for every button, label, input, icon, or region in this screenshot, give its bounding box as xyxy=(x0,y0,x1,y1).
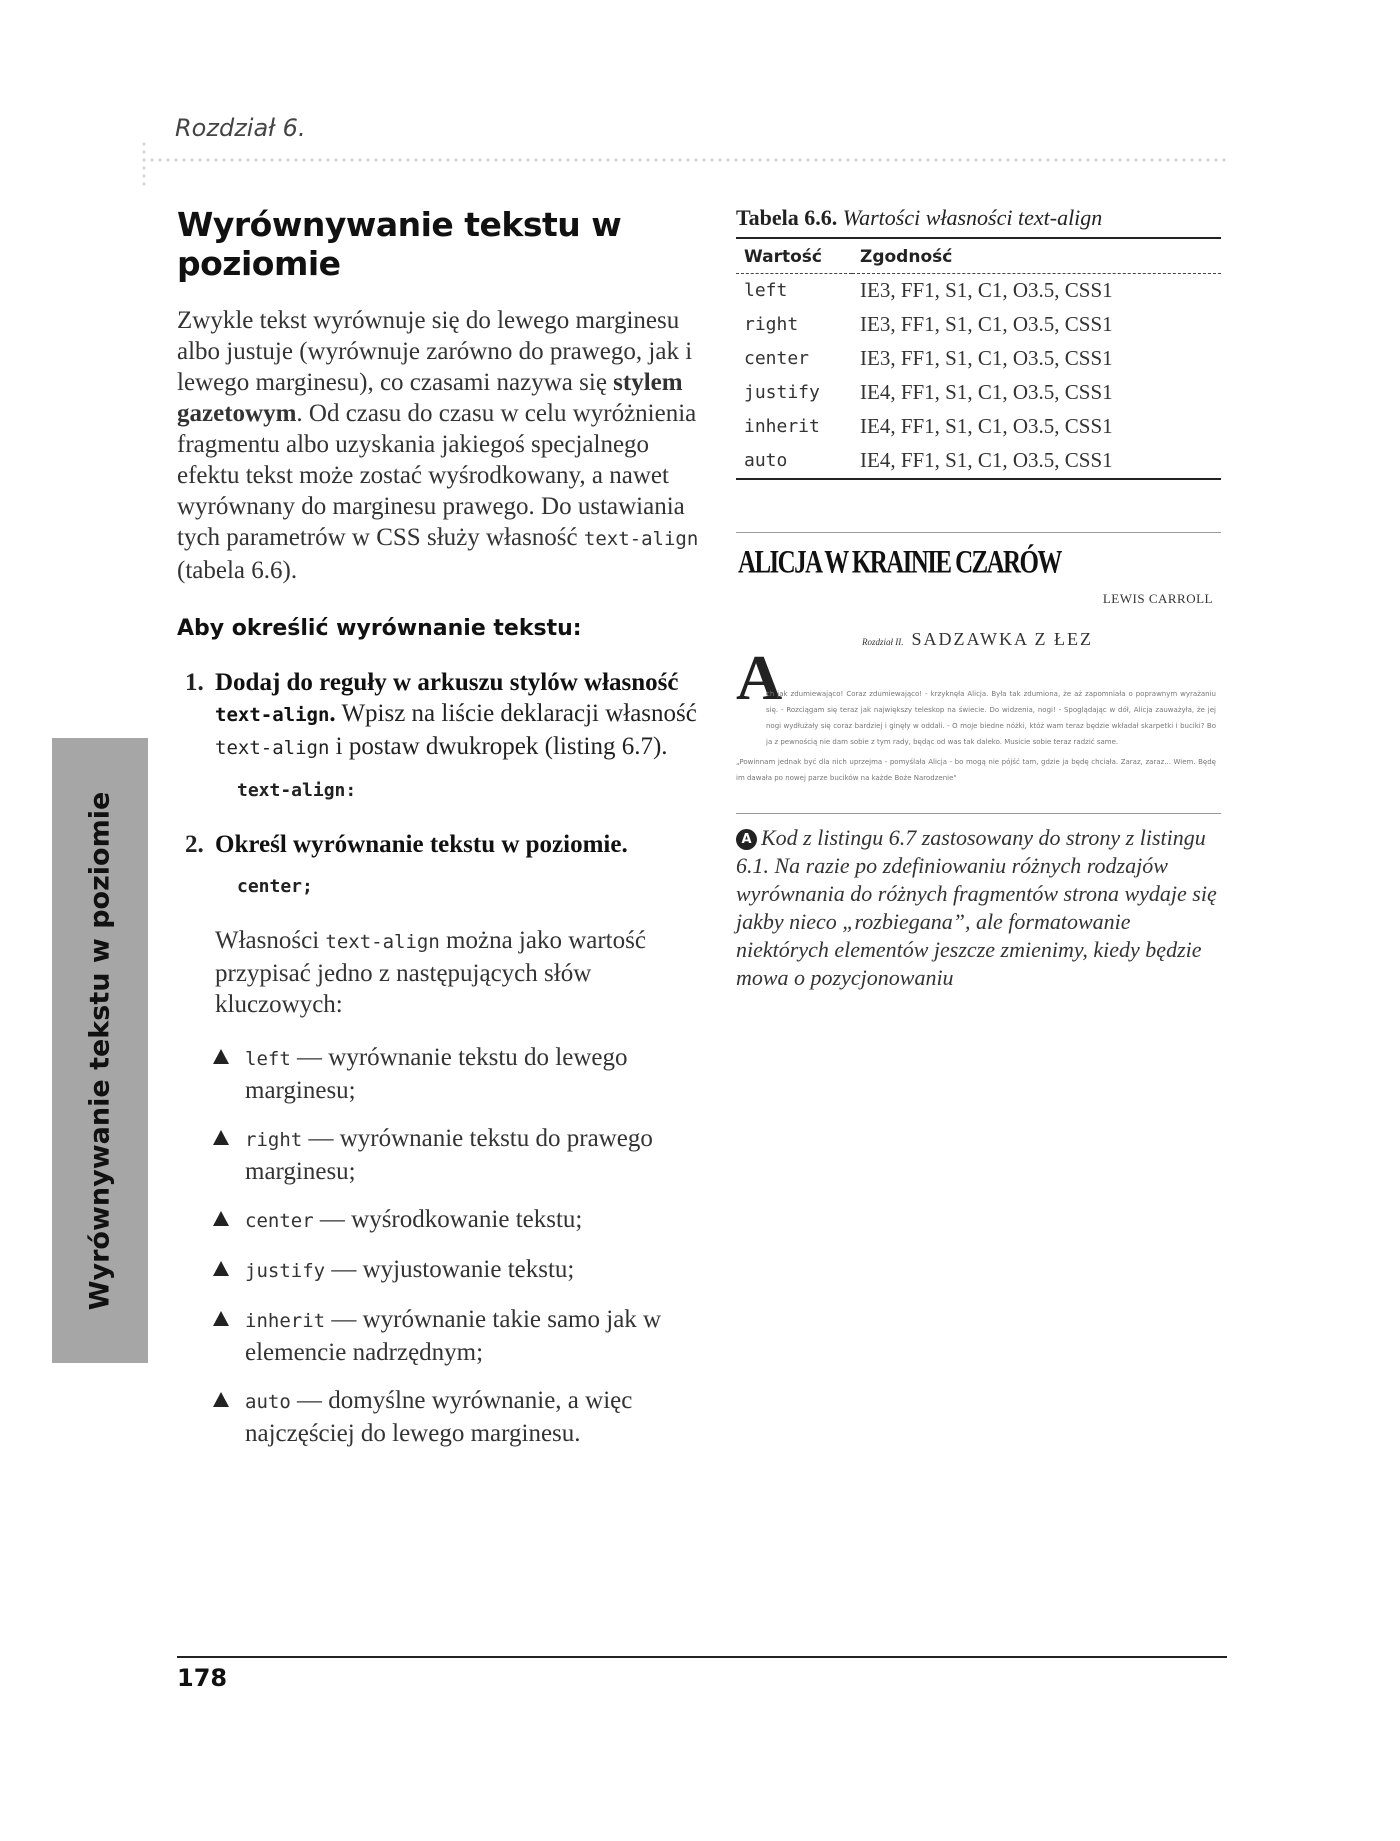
step-1-number: 1. xyxy=(185,669,204,696)
intro-bold: stylem gazetowym xyxy=(177,369,683,427)
triangle-bullet-icon xyxy=(213,1049,229,1064)
intro-code: text-align xyxy=(583,528,699,550)
step-1-code-bold: text-align xyxy=(215,704,330,726)
table-cell-compat: IE3, FF1, S1, C1, O3.5, CSS1 xyxy=(860,346,1113,370)
side-tab xyxy=(52,738,148,1363)
bullet-item xyxy=(177,1042,717,1106)
table-cell-value: center xyxy=(744,348,810,369)
figure-chapter-small: Rozdział II. xyxy=(862,637,904,647)
table-cell-value: inherit xyxy=(744,416,820,437)
triangle-bullet-icon xyxy=(213,1392,229,1407)
keywords-note xyxy=(177,925,717,1020)
triangle-bullet-icon xyxy=(213,1130,229,1145)
chapter-header: Rozdział 6. xyxy=(175,114,306,142)
bullet-code: left xyxy=(245,1048,291,1070)
table-caption-label: Tabela 6.6. xyxy=(736,205,838,230)
table-row xyxy=(736,376,1221,410)
main-column xyxy=(177,205,717,1466)
table-row xyxy=(736,444,1221,479)
figure-chapter xyxy=(862,629,1093,650)
step-1 xyxy=(177,667,717,764)
table-caption-text: Wartości własności text-align xyxy=(842,205,1103,230)
bullet-item xyxy=(177,1254,717,1287)
page-number: 178 xyxy=(177,1664,228,1692)
header-dotted-corner xyxy=(140,140,148,190)
table-row xyxy=(736,342,1221,376)
step-1-text-2: i postaw dwukropek (listing 6.7). xyxy=(329,733,668,760)
triangle-bullet-icon xyxy=(213,1261,229,1276)
table-cell-compat: IE3, FF1, S1, C1, O3.5, CSS1 xyxy=(860,312,1113,336)
bullet-code: inherit xyxy=(245,1310,326,1332)
code-sample-1: text-align: xyxy=(237,780,357,801)
header-dotted-rule xyxy=(140,156,1230,164)
intro-text-3: (tabela 6.6). xyxy=(177,557,298,584)
note-code: text-align xyxy=(325,931,440,953)
figure-caption xyxy=(736,824,1221,992)
bullet-item xyxy=(177,1123,717,1187)
bullet-item xyxy=(177,1385,717,1449)
triangle-bullet-icon xyxy=(213,1211,229,1226)
triangle-bullet-icon xyxy=(213,1311,229,1326)
bullet-code: center xyxy=(245,1210,314,1232)
step-2-number: 2. xyxy=(185,831,204,858)
intro-paragraph xyxy=(177,305,717,586)
section-title: Wyrównywanie tekstu w poziomie xyxy=(177,205,622,283)
step-1-text-1: Wpisz na liście deklaracji własność xyxy=(335,700,697,727)
table-header-value: Wartość xyxy=(736,238,852,274)
figure-author: LEWIS CARROLL xyxy=(1102,591,1213,606)
step-1-code: text-align xyxy=(215,737,330,759)
figure-chapter-title: SADZAWKA Z ŁEZ xyxy=(911,629,1094,649)
side-tab-label: Wyrównywanie tekstu w poziomie xyxy=(84,791,116,1310)
note-text-1: Własności xyxy=(215,927,326,954)
table-caption xyxy=(736,205,1221,231)
table-cell-value: left xyxy=(744,280,788,301)
figure-body-paragraph: „Powinnam jednak być dla nich uprzejma - pomyślała Alicja - bo mogą nie pójść tam, gdzie ja będę chciała. Zaraz, zaraz... Wiem. Będę im dawała po nowej parze bucików na każde Boże Narodzenie" xyxy=(736,758,1216,782)
bullet-item xyxy=(177,1204,717,1237)
bullet-item xyxy=(177,1304,717,1368)
values-table xyxy=(736,237,1221,480)
table-cell-compat: IE4, FF1, S1, C1, O3.5, CSS1 xyxy=(860,448,1113,472)
bullet-code: justify xyxy=(245,1260,326,1282)
figure-caption-text: Kod z listingu 6.7 zastosowany do strony z listingu 6.1. Na razie po zdefiniowaniu różnych rodzajów wyrównania do różnych fragmentów strona wydaje się jakby nieco „rozbiegana”, ale formatowanie niektórych elementów jeszcze zmienimy, kiedy będzie mowa o pozycjonowaniu xyxy=(736,825,1217,990)
table-cell-value: justify xyxy=(744,382,820,403)
footer-rule xyxy=(177,1656,1227,1658)
step-2 xyxy=(177,829,717,860)
step-2-bold: Określ wyrównanie tekstu w poziomie. xyxy=(215,831,628,858)
table-cell-value: auto xyxy=(744,450,788,471)
step-1-bold-1: Dodaj do reguły w arkuszu stylów własność xyxy=(215,669,679,696)
figure-screenshot xyxy=(736,532,1221,814)
table-row xyxy=(736,410,1221,444)
code-sample-2: center; xyxy=(237,876,313,897)
intro-text-2: . Od czasu do czasu w celu wyróżnienia fragmentu albo uzyskania jakiegoś specjalnego efektu tekst może zostać wyśrodkowany, a nawet wyrównany do marginesu prawego. Do ustawiania tych parametrów w CSS służy własność xyxy=(177,400,697,551)
procedure-heading: Aby określić wyrównanie tekstu: xyxy=(177,616,582,641)
bullet-text: — domyślne wyrównanie, a więc najczęściej do lewego marginesu. xyxy=(245,1387,633,1447)
table-header-compat: Zgodność xyxy=(852,238,1221,274)
note-text-2: można jako wartość przypisać jedno z następujących słów kluczowych: xyxy=(215,927,646,1018)
table-row xyxy=(736,274,1221,309)
bullet-code: right xyxy=(245,1129,303,1151)
figure-dropcap: A xyxy=(736,642,783,713)
figure-book-title: ALICJA W KRAINIE CZARÓW xyxy=(738,545,1061,581)
bullet-text: — wyrównanie tekstu do lewego marginesu; xyxy=(245,1044,628,1104)
table-cell-compat: IE3, FF1, S1, C1, O3.5, CSS1 xyxy=(860,278,1113,302)
bullet-code: auto xyxy=(245,1391,291,1413)
figure-body-paragraph: ch jak zdumiewająco! Coraz zdumiewająco! - krzyknęła Alicja. Była tak zdumiona, że aż zapomniała o poprawnym wyrażaniu się. - Rozciągam się teraz jak największy teleskop na świecie. Do widzenia, nogi! - Spoglądając w dół, Alicja zauważyła, że jej nogi wydłużały się coraz bardziej i ginęły w oddali. - O moje biedne nóżki, któż wam teraz będzie wkładał skarpetki i buciki? Bo ja z pewnością nie dam sobie z tym rady, będąc od was tak daleko. Musicie sobie teraz radzić same. xyxy=(766,690,1216,746)
bullet-text: — wyrównanie takie samo jak w elemencie nadrzędnym; xyxy=(245,1306,662,1366)
bullet-text: — wyrównanie tekstu do prawego marginesu; xyxy=(245,1125,653,1185)
figure-body xyxy=(736,686,1216,790)
bullet-text: — wyśrodkowanie tekstu; xyxy=(313,1206,583,1233)
table-cell-value: right xyxy=(744,314,799,335)
table-cell-compat: IE4, FF1, S1, C1, O3.5, CSS1 xyxy=(860,380,1113,404)
intro-text-1: Zwykle tekst wyrównuje się do lewego marginesu albo justuje (wyrównuje zarówno do prawego, jak i lewego marginesu), co czasami nazywa się xyxy=(177,307,693,396)
table-cell-compat: IE4, FF1, S1, C1, O3.5, CSS1 xyxy=(860,414,1113,438)
figure-badge: A xyxy=(736,829,757,850)
table-header-row xyxy=(736,238,1221,274)
bullet-text: — wyjustowanie tekstu; xyxy=(325,1256,575,1283)
step-1-bold-2: . xyxy=(329,700,336,727)
table-row xyxy=(736,308,1221,342)
side-column xyxy=(736,205,1221,992)
